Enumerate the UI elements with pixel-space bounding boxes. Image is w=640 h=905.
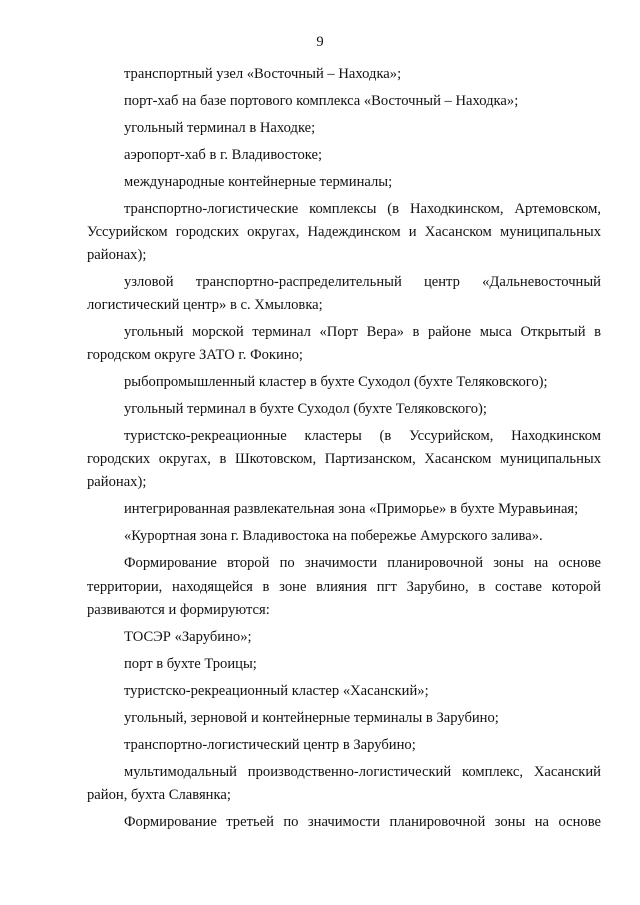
list-item-continuation: районах); xyxy=(87,474,147,490)
list-item-continuation: городском округе ЗАТО г. Фокино; xyxy=(87,347,303,363)
paragraph-line: Формирование третьей по значимости планировочной зоны на основе xyxy=(124,814,601,830)
paragraph-line: территории, находящейся в зоне влияния пгт Зарубино, в составе которой xyxy=(87,579,601,595)
list-item: узловой транспортно-распределительный центр «Дальневосточный xyxy=(124,274,601,290)
list-item: международные контейнерные терминалы; xyxy=(124,174,393,190)
list-item-continuation: логистический центр» в с. Хмыловка; xyxy=(87,297,323,313)
list-item: транспортно-логистический центр в Зарубино; xyxy=(124,737,416,753)
list-item-continuation: район, бухта Славянка; xyxy=(87,787,231,803)
list-item: ТОСЭР «Зарубино»; xyxy=(124,629,252,645)
list-item: мультимодальный производственно-логистический комплекс, Хасанский xyxy=(124,764,601,780)
list-item: транспортный узел «Восточный – Находка»; xyxy=(124,66,402,82)
list-item: угольный терминал в бухте Суходол (бухте Теляковского); xyxy=(124,401,487,417)
list-item: угольный, зерновой и контейнерные терминалы в Зарубино; xyxy=(124,710,499,726)
list-item-continuation: Уссурийском городских округах, Надеждинском и Хасанском муниципальных xyxy=(87,224,601,240)
list-item: рыбопромышленный кластер в бухте Суходол (бухте Теляковского); xyxy=(124,374,548,390)
list-item: туристско-рекреационный кластер «Хасанский»; xyxy=(124,683,429,699)
list-item: транспортно-логистические комплексы (в Находкинском, Артемовском, xyxy=(124,201,601,217)
list-item: «Курортная зона г. Владивостока на побережье Амурского залива». xyxy=(124,528,543,544)
list-item: интегрированная развлекательная зона «Приморье» в бухте Муравьиная; xyxy=(124,501,579,517)
paragraph-line: Формирование второй по значимости планировочной зоны на основе xyxy=(124,555,601,571)
list-item-continuation: районах); xyxy=(87,247,147,263)
list-item-continuation: городских округах, в Шкотовском, Партизанском, Хасанском муниципальных xyxy=(87,451,601,467)
list-item: угольный морской терминал «Порт Вера» в районе мыса Открытый в xyxy=(124,324,601,340)
paragraph-line: развиваются и формируются: xyxy=(87,602,270,618)
list-item: порт в бухте Троицы; xyxy=(124,656,257,672)
list-item: угольный терминал в Находке; xyxy=(124,120,316,136)
list-item: туристско-рекреационные кластеры (в Уссурийском, Находкинском xyxy=(124,428,601,444)
list-item: аэропорт-хаб в г. Владивостоке; xyxy=(124,147,323,163)
list-item: порт-хаб на базе портового комплекса «Восточный – Находка»; xyxy=(124,93,519,109)
page-number: 9 xyxy=(316,34,324,50)
